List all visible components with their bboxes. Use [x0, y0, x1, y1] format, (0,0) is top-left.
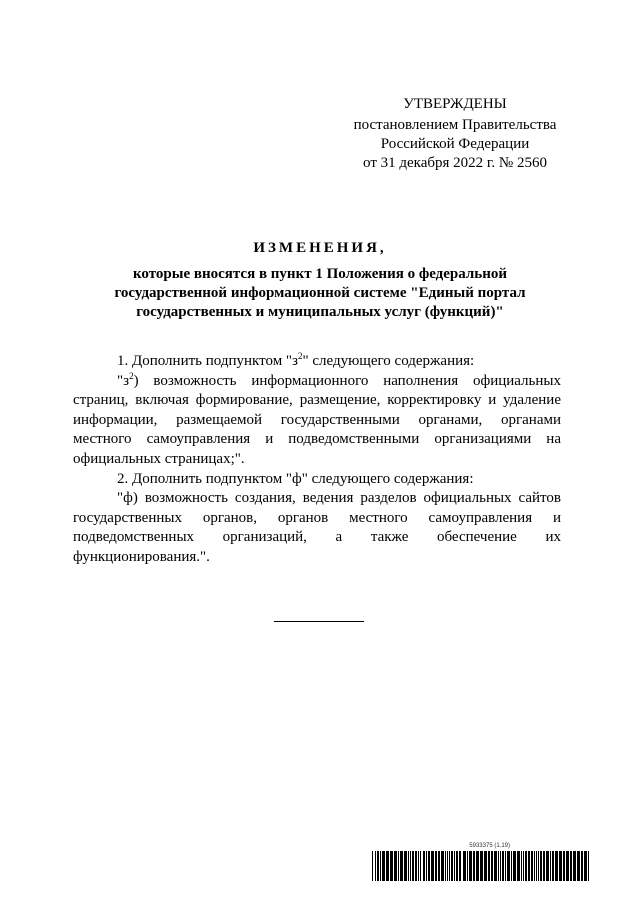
item-1-text: "$з^2$) возможность информационного наполнения официальных страниц, включая формирование, размещение, корректировку и удаление информации, размещаемой государственными органами, органами местного самоуправления и подведомственными организациями на официальных страницах;". — [73, 370, 561, 467]
closing-divider — [274, 621, 364, 622]
approval-heading: УТВЕРЖДЕНЫ — [403, 96, 507, 112]
approval-line: Российской Федерации — [380, 136, 530, 152]
document-title: ИЗМЕНЕНИЯ, — [253, 240, 387, 256]
approval-line: от 31 декабря 2022 г. № 2560 — [363, 155, 547, 171]
document-subtitle — [90, 265, 550, 322]
item-1-intro: 1. Дополнить подпунктом "$з^2$" следующего содержания: — [117, 351, 475, 369]
item-2-text: "ф) возможность создания, ведения разделов официальных сайтов государственных органов, органов местного самоуправления и подведомственных организаций, а также обеспечение их функционирования.". — [73, 490, 561, 565]
item-2-intro: 2. Дополнить подпунктом "ф" следующего содержания: — [117, 470, 474, 487]
approval-block — [330, 95, 580, 173]
barcode-image — [372, 851, 590, 881]
approval-line: постановлением Правительства — [353, 117, 557, 133]
subtitle-line: государственной информационной системе "Единый портал — [114, 285, 526, 301]
subtitle-line: которые вносятся в пункт 1 Положения о федеральной — [132, 266, 508, 282]
subtitle-line: государственных и муниципальных услуг (функций)" — [136, 304, 504, 320]
document-body — [73, 352, 561, 568]
barcode-number: 5933375 (1.19) — [469, 843, 510, 849]
barcode-block — [372, 843, 590, 883]
